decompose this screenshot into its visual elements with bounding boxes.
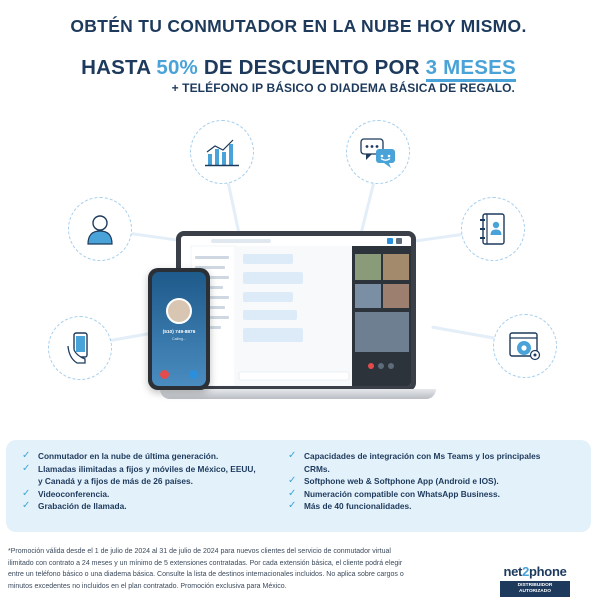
benefits-panel [6,440,591,532]
benefit-item: ✓ Más de 40 funcionalidades. [288,500,412,511]
laptop-mockup [176,231,416,391]
check-icon: ✓ [288,450,297,461]
benefit-item: ✓ Llamadas ilimitadas a fijos y móviles de México, EEUU, [22,462,256,474]
laptop-base [160,389,436,399]
benefit-item: ✓ Capacidades de integración con Ms Teams y los principales CRMs. [288,450,541,474]
net2phone-logo [500,564,570,597]
headline-line1: OBTÉN TU CONMUTADOR EN LA NUBE HOY MISMO. [70,16,527,36]
benefit-item: ✓ Numeración compatible con WhatsApp Business. [288,487,500,499]
promo-period: 3 MESES [426,56,516,82]
check-icon: ✓ [22,450,31,461]
app-screen [181,236,411,386]
settings-window-icon [493,314,557,378]
authorized-distributor-badge: DISTRIBUIDOR AUTORIZADO [500,581,570,597]
end-call-button [160,370,169,379]
promo-headline [0,56,597,80]
gift-line: + TELÉFONO IP BÁSICO O DIADEMA BÁSICA DE REGALO. [171,81,515,95]
chat-icon [346,120,410,184]
contacts-book-icon [461,197,525,261]
hero-illustration [0,100,597,440]
promo-prefix: HASTA [81,56,157,79]
benefit-item: ✓ Videoconferencia. [22,487,110,499]
chart-icon [190,120,254,184]
benefits-right [288,450,558,513]
check-icon: ✓ [22,462,31,474]
promo-percent: 50% [156,56,198,79]
check-icon: ✓ [288,487,297,499]
call-status: Calling... [172,337,186,341]
logo-wordmark: net2phone [503,564,567,579]
promo-middle: DE DESCUENTO POR [197,56,426,79]
answer-call-button [189,370,198,379]
check-icon: ✓ [22,500,31,511]
smartphone-mockup [148,268,210,390]
caller-number: (510) 749-8876 [162,330,196,335]
disclaimer-text: *Promoción válida desde el 1 de julio de 2024 al 31 de julio de 2024 para nuevos clientes del servicio de conmutador virtual ilimitado con contrato a 24 meses y un mínimo de 5 extensiones contratadas. Por cada extensión básica, el cliente podrá elegir entre un teléfono básico o una diadema básica. Consulte la lista de destinos internacionales incluidos. No aplica sobre cargos o minutos excedentes no incluidos en el plan contratado. Promoción exclusiva para México. [8,548,404,590]
benefit-item: ✓ Softphone web & Softphone App (Android e IOS). [288,475,499,486]
check-icon: ✓ [22,487,31,499]
check-icon: ✓ [288,475,297,486]
benefit-item: ✓ Conmutador en la nube de última generación. [22,450,219,461]
phone-hand-icon [48,316,112,380]
caller-avatar [166,298,192,324]
benefits-left [22,450,292,513]
check-icon: ✓ [288,500,297,511]
user-icon [68,197,132,261]
benefit-item: ✓ Grabación de llamada. [22,500,127,511]
benefit-item-continuation: y Canadá y a fijos de más de 26 países. [38,476,193,486]
